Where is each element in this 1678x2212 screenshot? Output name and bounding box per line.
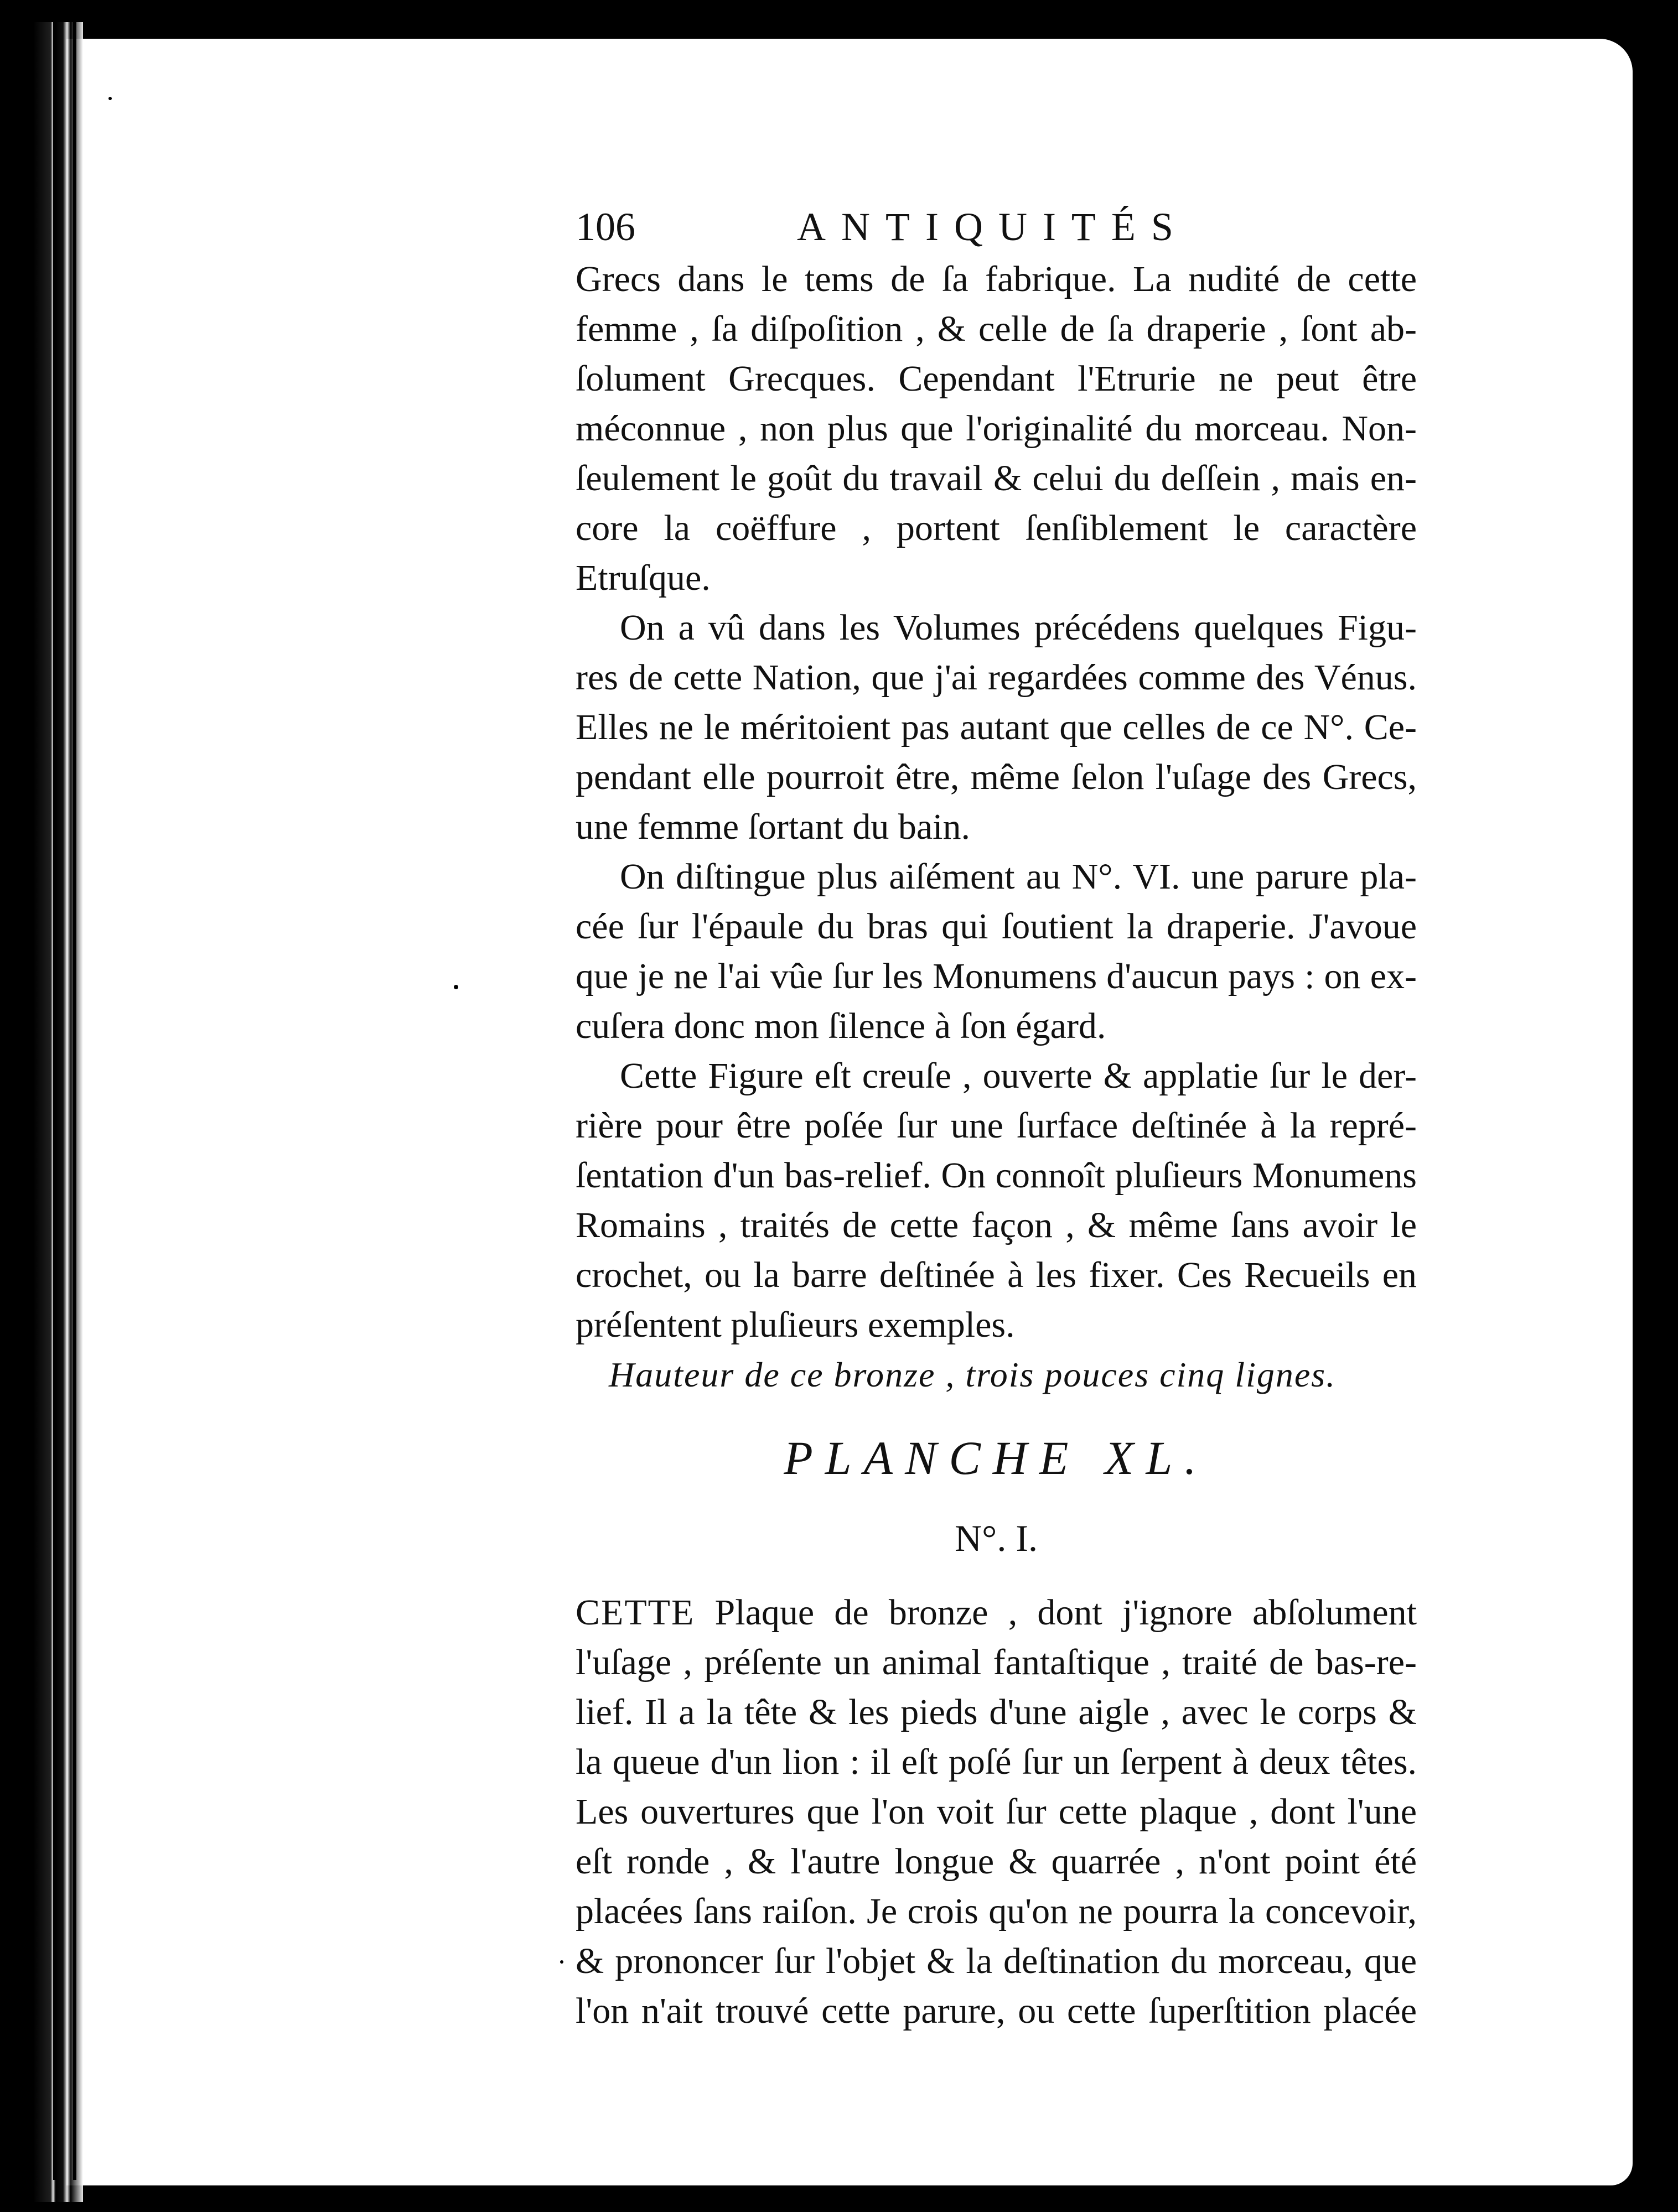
text-line: la queue d'un lion : il eſt poſé ſur un ſerpent à deux têtes. (576, 1742, 1417, 1782)
gutter-edge-line (53, 22, 56, 2180)
running-title: ANTIQUITÉS (797, 205, 1189, 249)
text-line: eſt ronde , & l'autre longue & quarrée , n'ont point été (576, 1841, 1417, 1882)
paragraph-venus (576, 603, 1417, 852)
text-line: ſentation d'un bas-relief. On connoît pluſieurs Monumens (576, 1155, 1417, 1196)
text-line: femme , ſa diſpoſition , & celle de ſa draperie , ſont ab- (576, 309, 1417, 349)
text-line: On diſtingue plus aiſément au N°. VI. une parure pla- (620, 856, 1417, 897)
text-line: ſeulement le goût du travail & celui du deſſein , mais en- (576, 458, 1417, 499)
text-line: & prononcer ſur l'objet & la deſtination du morceau, que (576, 1941, 1417, 1981)
dimensions-note: Hauteur de ce bronze , trois pouces cinq lignes. (609, 1355, 1337, 1394)
plate-heading: PLANCHE XL. (784, 1431, 1209, 1484)
paper-speck (454, 985, 458, 989)
text-line: lief. Il a la tête & les pieds d'une aigle , avec le corps & (576, 1692, 1417, 1732)
text-line: méconnue , non plus que l'originalité du morceau. Non- (576, 408, 1417, 449)
text-line: On a vû dans les Volumes précédens quelques Figu- (620, 607, 1417, 648)
text-line: cée ſur l'épaule du bras qui ſoutient la draperie. J'avoue (576, 906, 1417, 947)
text-line (576, 1588, 1417, 1638)
text-line: rière pour être poſée ſur une ſurface deſtinée à la repré- (576, 1105, 1417, 1146)
text-line: Elles ne le méritoient pas autant que celles de ce N°. Ce- (576, 707, 1417, 747)
text-line: crochet, ou la barre deſtinée à les fixer. Ces Recueils en (576, 1255, 1417, 1295)
paragraph-figure (576, 1051, 1417, 1350)
text-line: l'uſage , préſente un animal fantaſtique , traité de bas-re- (576, 1642, 1417, 1683)
page-content (576, 199, 1417, 2036)
text-line: ſolument Grecques. Cependant l'Etrurie ne peut être (576, 359, 1417, 399)
page-number: 106 (576, 205, 635, 249)
text-line: Les ouvertures que l'on voit ſur cette plaque , dont l'une (576, 1792, 1417, 1832)
paper-speck (560, 1960, 563, 1964)
text-line: Romains , traités de cette façon , & même ſans avoir le (576, 1205, 1417, 1245)
text-line: pendant elle pourroit être, même ſelon l'uſage des Grecs, (576, 757, 1417, 797)
gutter-edge-line (73, 22, 76, 2180)
paragraph-parure (576, 852, 1417, 1051)
paper-speck (108, 97, 112, 100)
number-heading: N°. I. (955, 1517, 1038, 1559)
text-line: cuſera donc mon ſilence à ſon égard. (576, 1006, 1106, 1046)
text-line: que je ne l'ai vûe ſur les Monumens d'aucun pays : on ex- (576, 956, 1417, 996)
text-line: res de cette Nation, que j'ai regardées comme des Vénus. (576, 657, 1417, 698)
lead-line-rest: Plaque de bronze , dont j'ignore abſolument (695, 1592, 1417, 1633)
paragraph-continuation (576, 255, 1417, 603)
text-line: l'on n'ait trouvé cette parure, ou cette ſuperſtition placée (576, 1991, 1417, 2031)
text-line: core la coëffure , portent ſenſiblement le caractère (576, 508, 1417, 548)
text-line: Cette Figure eſt creuſe , ouverte & applatie ſur le der- (620, 1056, 1417, 1096)
text-line: Grecs dans le tems de ſa fabrique. La nudité de cette (576, 259, 1417, 299)
lead-word: CETTE (576, 1592, 695, 1633)
text-line: Etruſque. (576, 558, 711, 598)
text-line: placées ſans raiſon. Je crois qu'on ne pourra la concevoir, (576, 1891, 1417, 1931)
running-head (576, 199, 1417, 255)
text-line: préſentent pluſieurs exemples. (576, 1305, 1015, 1345)
text-line: une femme ſortant du bain. (576, 807, 970, 847)
paragraph-plaque (576, 1588, 1417, 2036)
